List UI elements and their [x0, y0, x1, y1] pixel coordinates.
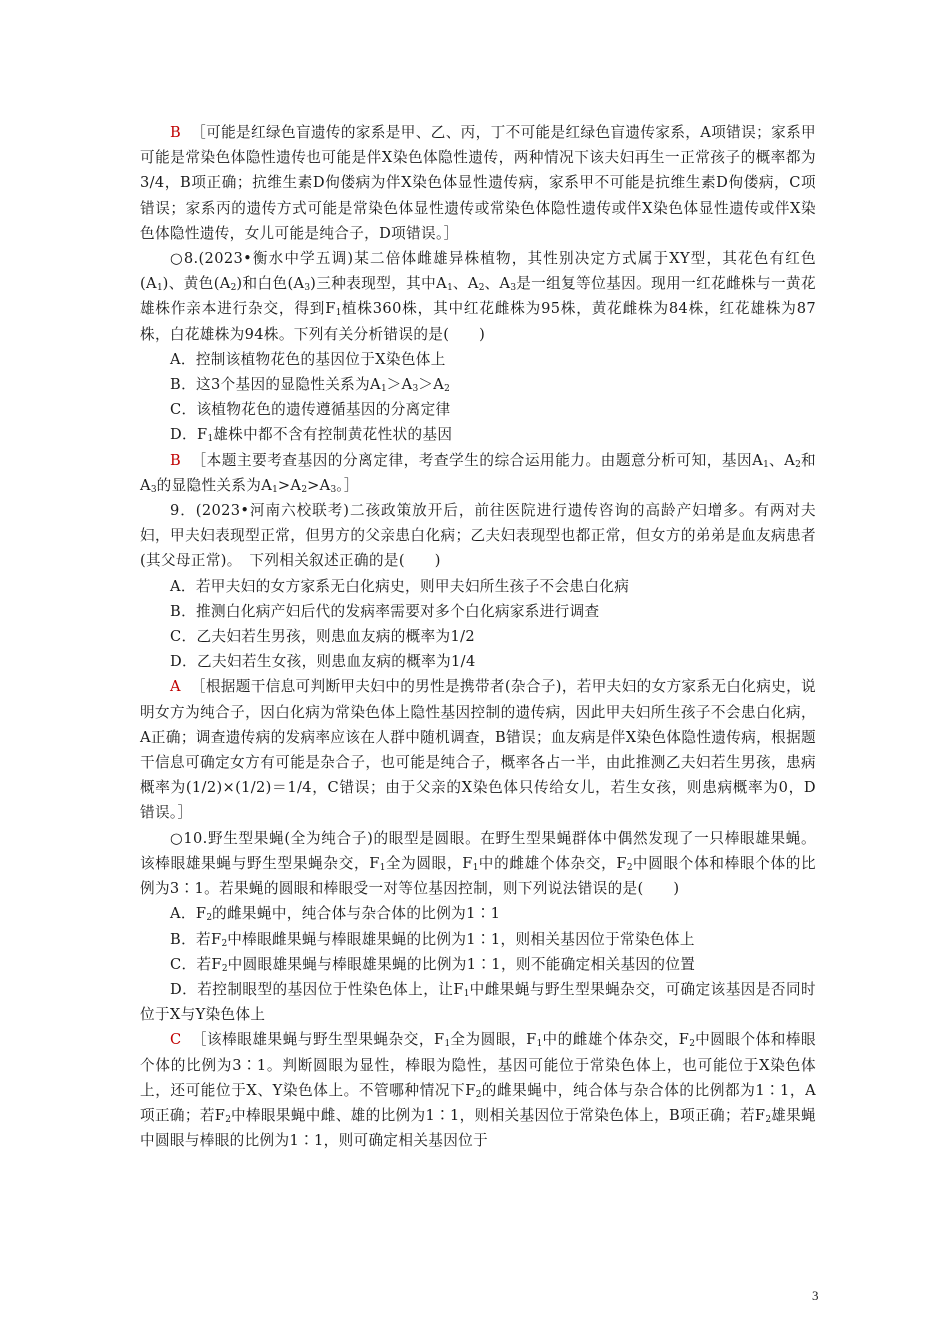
q9-option-a: A．若甲夫妇的女方家系无白化病史，则甲夫妇所生孩子不会患白化病: [170, 577, 630, 595]
q8-explanation-text: >A: [277, 476, 302, 494]
q10-option-a-text: 的雌果蝇中，纯合体与杂合体的比例为1∶1: [212, 905, 501, 923]
q9-answer-letter: A: [170, 678, 181, 696]
q10-option-b-text: 中棒眼雌果蝇与棒眼雄果蝇的比例为1∶1，则相关基因位于常染色体上: [227, 930, 695, 948]
q8-stem-text: 植株360株，其中红花雌株为95株，黄花雌株为84株，红花雄株为87株，白花雄株为94株。下列有关分析错误的是( ): [140, 300, 816, 343]
q10-answer-letter: C: [170, 1031, 182, 1049]
subscript: 1: [472, 862, 479, 873]
q10-stem-text: 全为圆眼，F: [385, 854, 473, 872]
q10-explanation-text: ［该棒眼雄果蝇与野生型果蝇杂交，F: [191, 1031, 445, 1049]
page-number: 3: [812, 1288, 819, 1303]
subscript: 3: [412, 384, 419, 395]
q8-stem-text: ○8.(2023•衡水中学五调)某二倍体雌雄异株植物，其性别决定方式属于XY型，其花色有红色(A: [140, 250, 816, 293]
subscript: 2: [301, 484, 308, 495]
subscript: 2: [475, 1089, 482, 1100]
q10-explanation-text: 中的雌雄个体杂交，F: [542, 1031, 690, 1049]
subscript: 1: [272, 484, 278, 495]
q8-option-b: [140, 372, 816, 397]
subscript: 1: [156, 283, 163, 294]
subscript: 2: [444, 384, 450, 395]
subscript: 1: [447, 283, 453, 294]
q8-option-d-text: D．F: [170, 426, 208, 444]
page-content: [140, 120, 816, 1153]
q10-option-c-text: C．若F: [170, 955, 222, 973]
q8-explanation-text: 的显隐性关系为A: [156, 476, 273, 494]
q8-explanation-text: 。］: [336, 476, 359, 494]
subscript: 3: [150, 484, 157, 495]
subscript: 1: [463, 988, 470, 999]
q10-option-a-text: A．F: [170, 905, 207, 923]
q8-option-b-text: B．这3个基因的显隐性关系为A: [170, 376, 381, 394]
subscript: 2: [765, 1114, 772, 1125]
subscript: 1: [536, 1039, 543, 1050]
q9-answer-paragraph: [140, 674, 816, 825]
subscript: 1: [380, 384, 387, 395]
q8-answer-letter: B: [170, 451, 182, 469]
q8-stem-text: 、A: [452, 275, 479, 293]
q8-option-d-text: 雄株中都不含有控制黄花性状的基因: [213, 426, 453, 444]
subscript: 2: [689, 1039, 695, 1050]
q7-answer-letter: B: [170, 124, 182, 141]
q10-option-c: [140, 952, 816, 977]
subscript: 1: [763, 459, 769, 470]
q10-option-b-text: B．若F: [170, 930, 222, 948]
q8-stem: [140, 246, 816, 347]
q8-option-d: [140, 422, 816, 447]
q9-stem: 9．(2023•河南六校联考)二孩政策放开后，前往医院进行遗传咨询的高龄产妇增多。有两对夫妇，甲夫妇表现型正常，但男方的父亲患白化病；乙夫妇表现型也都正常，但女方的弟弟是血友病患者(其父母正常)。 下列相关叙述正确的是( ): [140, 502, 816, 570]
q9-option-d: D．乙夫妇若生女孩，则患血友病的概率为1/4: [170, 653, 476, 671]
q10-stem: [140, 826, 816, 902]
q9-explanation: ［根据题干信息可判断甲夫妇中的男性是携带者(杂合子)，若甲夫妇的女方家系无白化病史，说明女方为纯合子，因白化病为常染色体上隐性基因控制的遗传病，因此甲夫妇所生孩子不会患白化病，A正确；调查遗传病的发病率应该在人群中随机调查，B错误；血友病是伴X染色体隐性遗传病，根据题干信息可确定女方有可能是杂合子，也可能是纯合子，概率各占一半，由此推测乙夫妇若生男孩，患病概率为(1/2)×(1/2)＝1/4，C错误；由于父亲的X染色体只传给女儿，若生女孩，则患病概率为0，D错误。］: [140, 678, 816, 822]
q8-explanation-text: ［本题主要考查基因的分离定律，考查学生的综合运用能力。由题意分析可知，基因A: [191, 451, 764, 469]
q10-explanation-text: 全为圆眼，F: [450, 1031, 537, 1049]
q8-explanation-text: >A: [307, 476, 331, 494]
subscript: 2: [206, 913, 213, 924]
q8-stem-text: )、黄色(A: [162, 275, 231, 293]
q10-option-d-text: 中雌果蝇与野生型果蝇杂交，可确定该基因是否同时位于X与Y染色体上: [140, 980, 816, 1024]
subscript: 1: [379, 862, 386, 873]
q8-stem-text: 是一组复等位基因。现用一红花雌株与一黄花雄株作亲本进行杂交，得到F: [140, 275, 816, 318]
q8-option-b-text: ＞A: [418, 376, 445, 394]
subscript: 2: [221, 963, 228, 974]
q10-explanation-text: 中棒眼果蝇中雌、雄的比例为1∶1，则相关基因位于常染色体上，B项正确；若F: [231, 1106, 766, 1124]
q10-answer-paragraph: [140, 1027, 816, 1153]
q8-option-b-text: ＞A: [386, 376, 413, 394]
q10-explanation-text: 中圆眼个体和棒眼个体的比例为3∶1。判断圆眼为显性，棒眼为隐性，基因可能位于常染色体上，也可能位于X染色体上，还可能位于X、Y染色体上。不管哪种情况下F: [140, 1031, 816, 1099]
q8-option-c: C．该植物花色的遗传遵循基因的分离定律: [170, 401, 451, 419]
q10-option-b: [140, 927, 816, 952]
q8-option-a: A．控制该植物花色的基因位于X染色体上: [170, 350, 446, 368]
q8-explanation-text: 和A: [140, 451, 816, 494]
q8-stem-text: )和白色(A: [236, 275, 305, 293]
q10-stem-text: ○10.野生型果蝇(全为纯合子)的眼型是圆眼。在野生型果蝇群体中偶然发现了一只棒眼雄果蝇。该棒眼雄果蝇与野生型果蝇杂交，F: [140, 829, 816, 872]
q10-option-c-text: 中圆眼雄果蝇与棒眼雄果蝇的比例为1∶1，则不能确定相关基因的位置: [227, 955, 696, 973]
subscript: 2: [221, 938, 228, 949]
q10-option-a: [140, 901, 816, 926]
q10-option-d: [140, 977, 816, 1027]
q9-option-b: B．推测白化病产妇后代的发病率需要对多个白化病家系进行调查: [170, 602, 600, 620]
q10-explanation-text: 的雌果蝇中，纯合体与杂合体的比例都为1∶1，A项正确；若F: [140, 1081, 816, 1124]
q10-explanation-text: 雄果蝇中圆眼与棒眼的比例为1∶1，则可确定相关基因位于: [140, 1106, 816, 1150]
subscript: 1: [207, 434, 214, 445]
q10-stem-text: 中的雌雄个体杂交，F: [478, 854, 627, 872]
q10-option-d-text: D．若控制眼型的基因位于性染色体上，让F: [170, 980, 464, 998]
subscript: 3: [304, 283, 311, 294]
q9-option-c: C．乙夫妇若生男孩，则患血友病的概率为1/2: [170, 628, 476, 646]
q7-answer-paragraph: [140, 120, 816, 246]
subscript: 3: [330, 484, 337, 495]
subscript: 1: [444, 1039, 451, 1050]
subscript: 2: [230, 283, 237, 294]
subscript: 2: [626, 862, 633, 873]
q10-stem-text: 中圆眼个体和棒眼个体的比例为3∶1。若果蝇的圆眼和棒眼受一对等位基因控制，则下列说法错误的是( ): [140, 854, 817, 898]
q7-explanation: ［可能是红绿色盲遗传的家系是甲、乙、丙，丁不可能是红绿色盲遗传家系，A项错误；家系甲可能是常染色体隐性遗传也可能是伴X染色体隐性遗传，两种情况下该夫妇再生一正常孩子的概率都为3/4，B项正确；抗维生素D佝偻病为伴X染色体显性遗传病，家系甲不可能是抗维生素D佝偻病，C项错误；家系丙的遗传方式可能是常染色体显性遗传或常染色体隐性遗传或伴X染色体显性遗传或伴X染色体隐性遗传，女儿可能是纯合子，D项错误。］: [140, 124, 816, 242]
subscript: 2: [225, 1114, 231, 1125]
q8-explanation-text: 、A: [768, 451, 796, 469]
q8-stem-text: 、A: [484, 275, 511, 293]
q8-answer-paragraph: [140, 448, 816, 498]
q8-stem-text: )三种表现型，其中A: [310, 275, 448, 293]
subscript: 2: [795, 459, 801, 470]
subscript: 3: [510, 283, 517, 294]
subscript: 2: [478, 283, 485, 294]
subscript: 1: [335, 308, 342, 319]
